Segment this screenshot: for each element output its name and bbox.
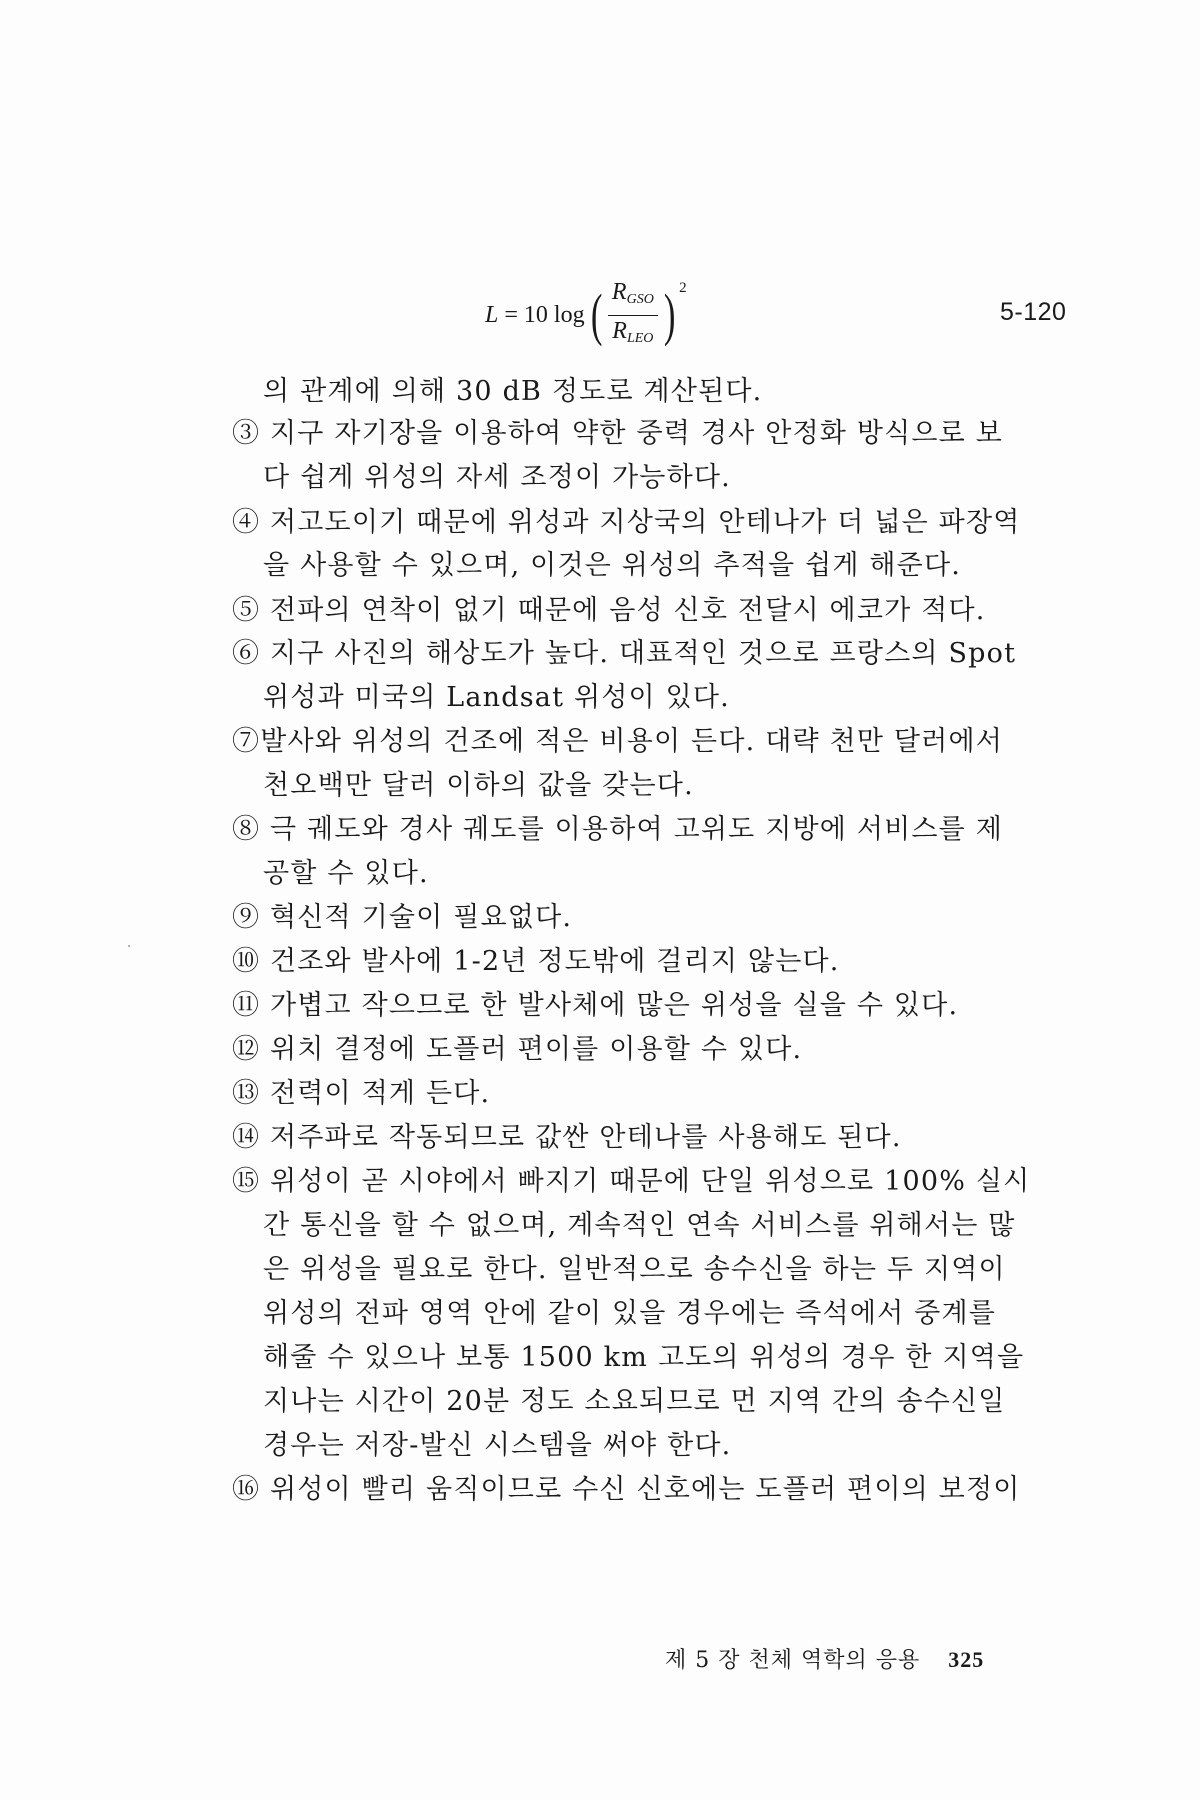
text-line: 은 위성을 필요로 한다. 일반적으로 송수신을 하는 두 지역이 xyxy=(263,1254,1006,1285)
denominator-subscript: LEO xyxy=(626,330,654,346)
text-line: ⑪ 가볍고 작으므로 한 발사체에 많은 위성을 실을 수 있다. xyxy=(232,990,959,1021)
text-line: ⑩ 건조와 발사에 1-2년 정도밖에 걸리지 않는다. xyxy=(232,946,840,977)
equation-exponent: 2 xyxy=(679,280,687,296)
text-line: ⑨ 혁신적 기술이 필요없다. xyxy=(232,902,573,933)
equation-lhs: L xyxy=(485,301,499,328)
equation-body xyxy=(485,270,687,360)
text-line: ③ 지구 자기장을 이용하여 약한 중력 경사 안정화 방식으로 보 xyxy=(232,418,1004,449)
fraction-numerator xyxy=(608,277,658,316)
text-line: 경우는 저장-발신 시스템을 써야 한다. xyxy=(263,1430,732,1461)
equation-log: 10 log xyxy=(523,301,585,328)
text-line: ⑬ 전력이 적게 든다. xyxy=(232,1078,491,1109)
page-number: 325 xyxy=(948,1647,985,1672)
text-line: 위성과 미국의 Landsat 위성이 있다. xyxy=(263,682,730,713)
denominator-symbol: R xyxy=(612,317,627,344)
equation-fraction xyxy=(608,277,658,354)
numerator-symbol: R xyxy=(611,278,627,305)
text-line: 을 사용할 수 있으며, 이것은 위성의 추적을 쉽게 해준다. xyxy=(263,550,962,581)
text-line: ⑯ 위성이 빨리 움직이므로 수신 신호에는 도플러 편이의 보정이 xyxy=(232,1474,1021,1505)
equation-number: 5-120 xyxy=(1000,298,1067,326)
text-line: ④ 저고도이기 때문에 위성과 지상국의 안테나가 더 넓은 파장역 xyxy=(232,507,1021,538)
text-line: 지나는 시간이 20분 정도 소요되므로 먼 지역 간의 송수신일 xyxy=(263,1386,1006,1417)
text-line: ⑦발사와 위성의 건조에 적은 비용이 든다. 대략 천만 달러에서 xyxy=(232,726,1004,757)
numerator-subscript: GSO xyxy=(626,291,654,307)
text-line: 공할 수 있다. xyxy=(263,858,429,889)
page-footer xyxy=(665,1643,984,1674)
left-paren-icon: ( xyxy=(590,282,603,347)
text-line: 간 통신을 할 수 없으며, 계속적인 연속 서비스를 위해서는 많 xyxy=(263,1210,1016,1241)
text-line: ⑧ 극 궤도와 경사 궤도를 이용하여 고위도 지방에 서비스를 제 xyxy=(232,814,1004,845)
text-line: ⑥ 지구 사진의 해상도가 높다. 대표적인 것으로 프랑스의 Spot xyxy=(232,638,1017,669)
scan-speck xyxy=(128,945,130,947)
text-line: 다 쉽게 위성의 자세 조정이 가능하다. xyxy=(263,462,731,493)
equation-equals: = xyxy=(504,301,518,328)
text-line: 해줄 수 있으나 보통 1500 km 고도의 위성의 경우 한 지역을 xyxy=(263,1342,1025,1373)
text-line: ⑫ 위치 결정에 도플러 편이를 이용할 수 있다. xyxy=(232,1034,803,1065)
text-line: ⑭ 저주파로 작동되므로 값싼 안테나를 사용해도 된다. xyxy=(232,1122,902,1153)
equation-5-120 xyxy=(0,270,1200,360)
text-line: 천오백만 달러 이하의 값을 갖는다. xyxy=(263,770,694,801)
right-paren-icon: ) xyxy=(663,282,676,347)
text-line: ⑮ 위성이 곧 시야에서 빠지기 때문에 단일 위성으로 100% 실시 xyxy=(232,1166,1031,1197)
fraction-denominator xyxy=(608,316,657,354)
text-line: 위성의 전파 영역 안에 같이 있을 경우에는 즉석에서 중계를 xyxy=(263,1298,997,1329)
text-line: ⑤ 전파의 연착이 없기 때문에 음성 신호 전달시 에코가 적다. xyxy=(232,595,986,626)
text-line: 의 관계에 의해 30 dB 정도로 계산된다. xyxy=(263,376,763,407)
footer-chapter: 제 5 장 천체 역학의 응용 xyxy=(665,1648,921,1673)
